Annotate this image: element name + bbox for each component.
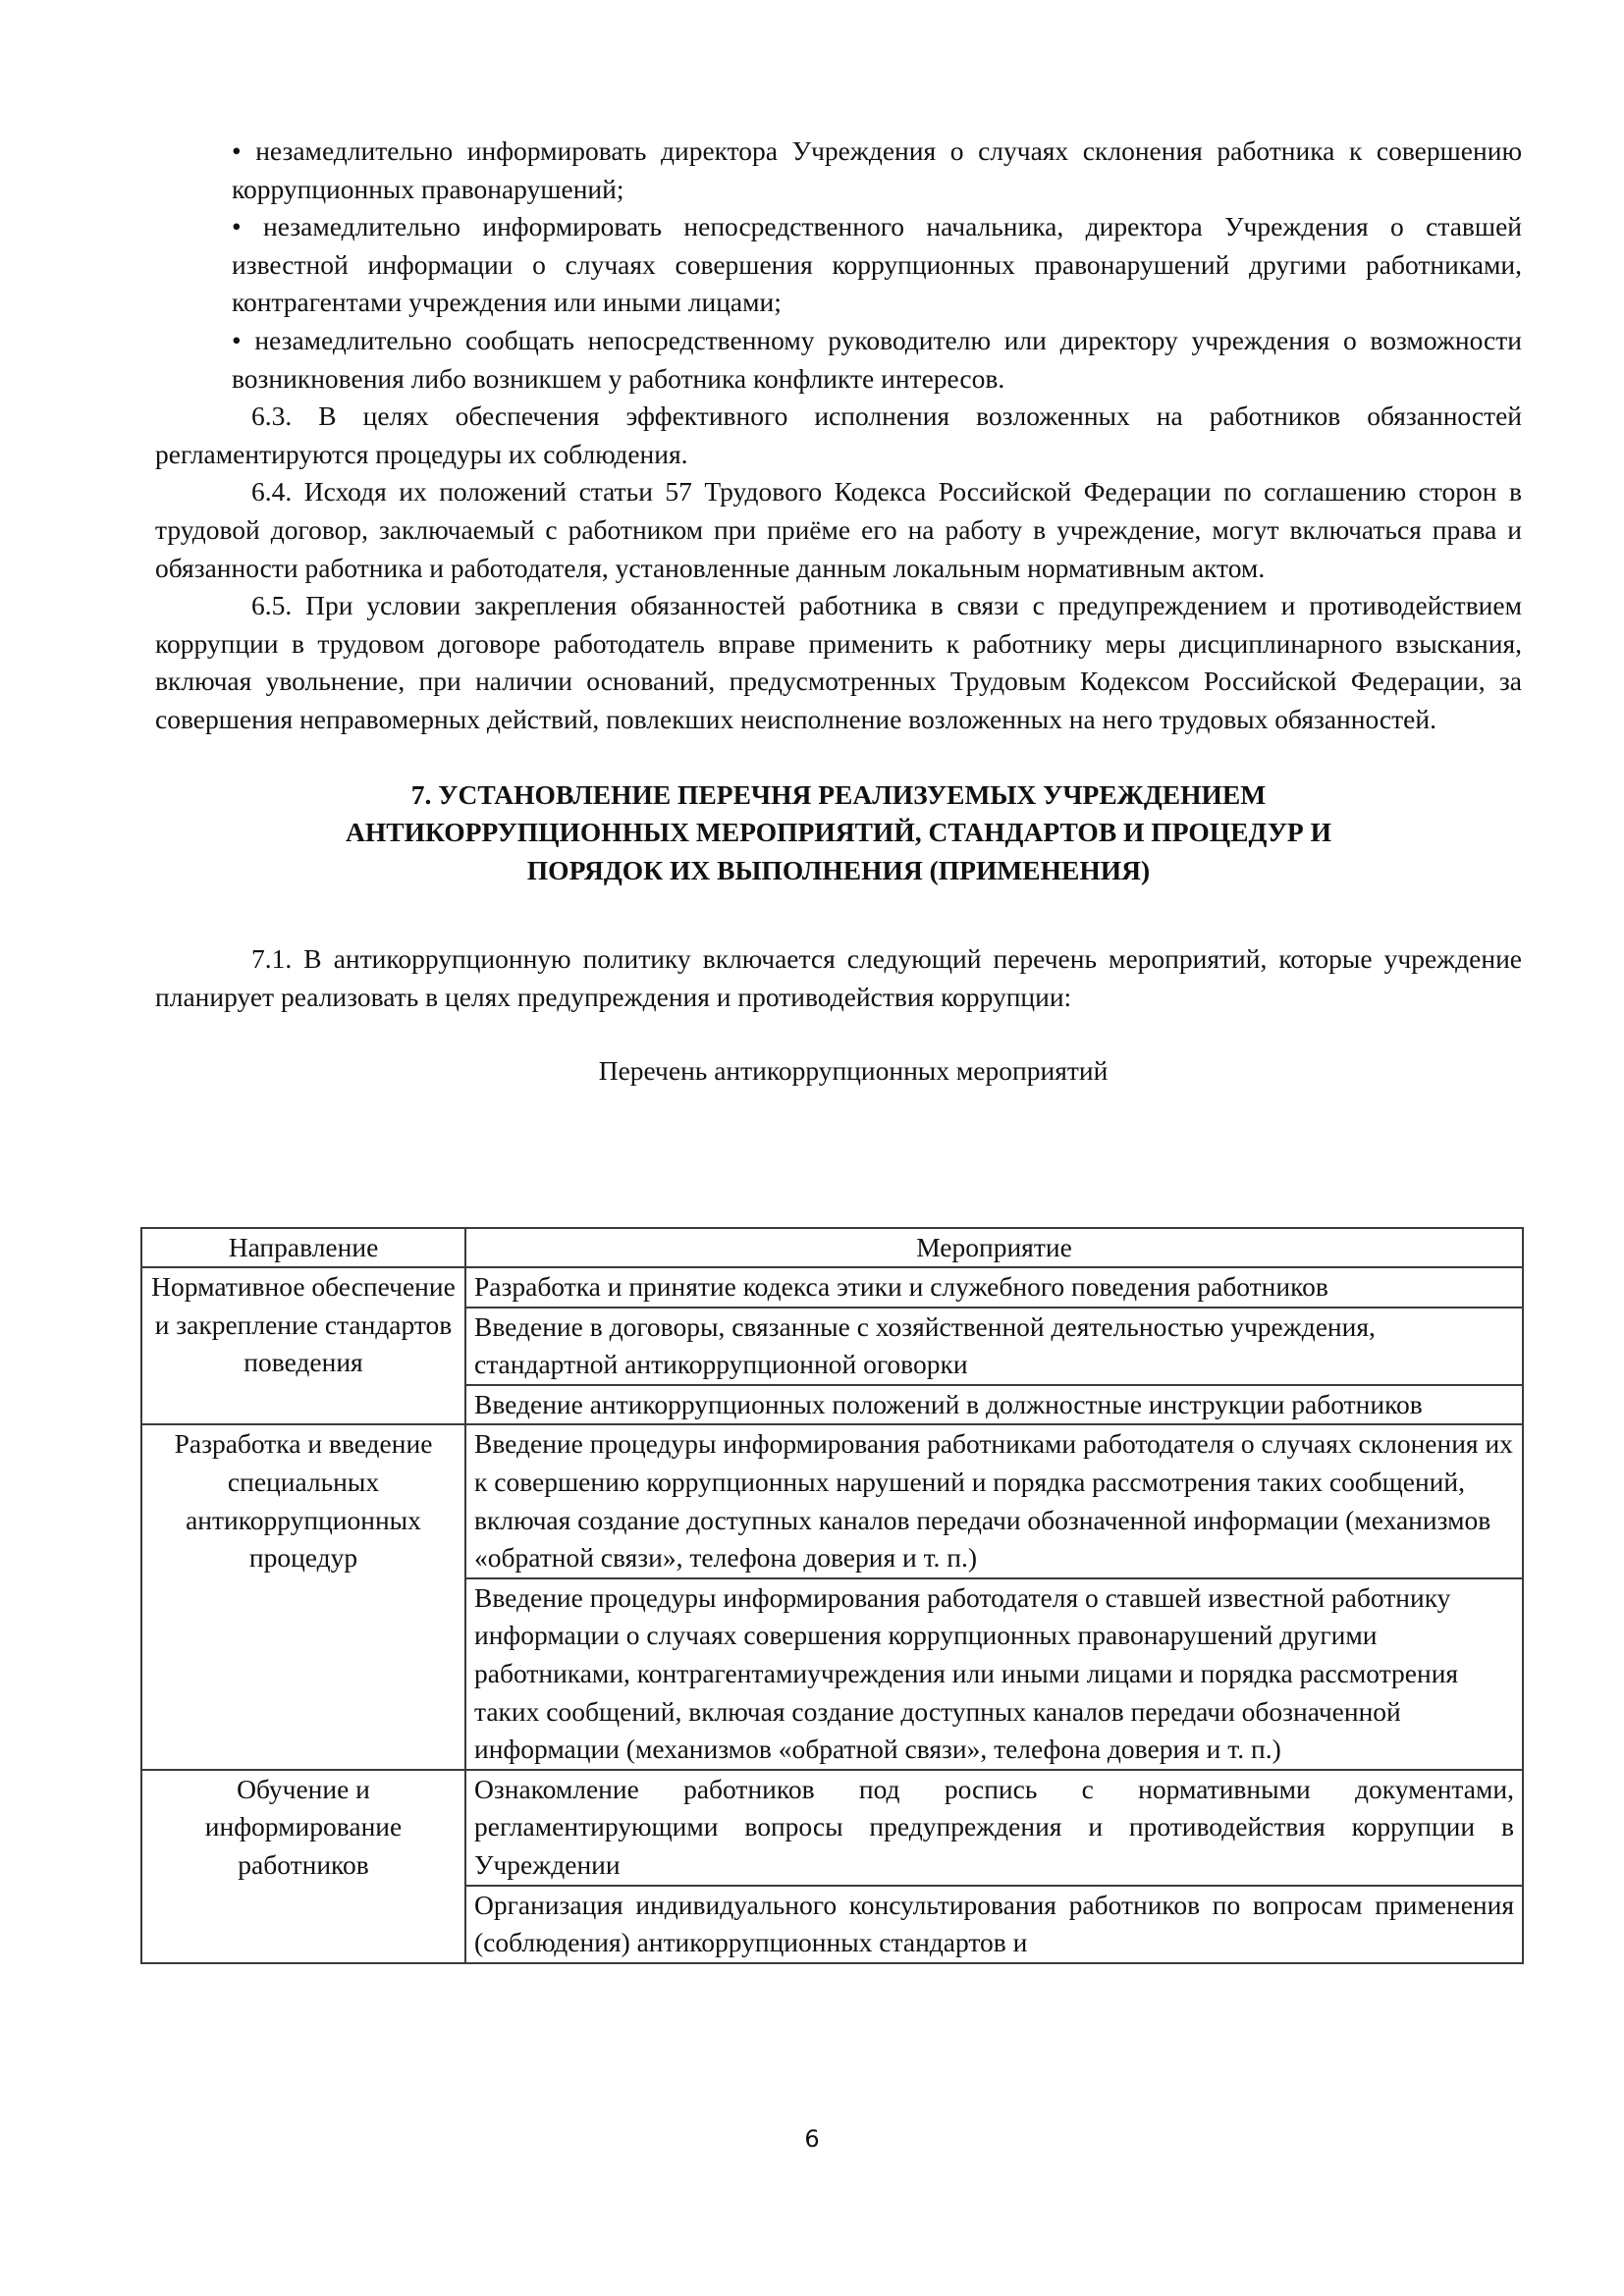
table-header-row	[141, 1228, 1523, 1267]
measure-cell: Разработка и принятие кодекса этики и служебного поведения работников	[465, 1267, 1523, 1308]
section-7-heading	[155, 776, 1522, 890]
bullet-list	[232, 133, 1522, 398]
column-header-measure: Мероприятие	[465, 1228, 1523, 1267]
paragraph-6-5: 6.5. При условии закрепления обязанностей работника в связи с предупреждением и противодействием коррупции в трудовом договоре работодатель вправе применить к работнику меры дисциплинарного взыскания, включая увольнение, при наличии оснований, предусмотренных Трудовым Кодексом Российской Федерации, за совершения неправомерных действий, повлекших неисполнение возложенных на него трудовых обязанностей.	[155, 590, 1522, 734]
table-row	[141, 1770, 1523, 1886]
measure-cell: Введение процедуры информирования работниками работодателя о случаях склонения их к совершению коррупционных нарушений и порядка рассмотрения таких сообщений, включая создание доступных каналов передачи обозначенной информации (механизмов «обратной связи», телефона доверия и т. п.)	[465, 1424, 1523, 1577]
document-page	[155, 133, 1522, 1089]
measure-cell-continued	[465, 1886, 1523, 1963]
table-row	[141, 1267, 1523, 1308]
bullet-item: • незамедлительно информировать непосредственного начальника, директора Учреждения о ставшей известной информации о случаях совершения коррупционных правонарушений другими работниками, контрагентами учреждения или иными лицами;	[232, 211, 1522, 318]
paragraph-6-3: 6.3. В целях обеспечения эффективного исполнения возложенных на работников обязанностей регламентируются процедуры их соблюдения.	[155, 400, 1522, 469]
paragraph-7-1: 7.1. В антикоррупционную политику включается следующий перечень мероприятий, которые учреждение планирует реализовать в целях предупреждения и противодействия коррупции:	[155, 943, 1522, 1012]
paragraph-6-4: 6.4. Исходя их положений статьи 57 Трудового Кодекса Российской Федерации по соглашению сторон в трудовой договор, заключаемый с работником при приёме его на работу в учреждение, могут включаться права и обязанности работника и работодателя, установленные данным локальным нормативным актом.	[155, 476, 1522, 583]
measure-cell-text: Организация индивидуального консультирования работников по вопросам применения (соблюдения) антикоррупционных стандартов и	[474, 1889, 1514, 1958]
table-row	[141, 1424, 1523, 1577]
heading-line: ПОРЯДОК ИХ ВЫПОЛНЕНИЯ (ПРИМЕНЕНИЯ)	[526, 854, 1151, 885]
measure-cell: Введение антикоррупционных положений в должностные инструкции работников	[465, 1385, 1523, 1425]
direction-cell: Нормативное обеспечение и закрепление стандартов поведения	[141, 1267, 465, 1424]
column-header-direction: Направление	[141, 1228, 465, 1267]
anticorruption-measures-table	[140, 1227, 1524, 1964]
heading-line: 7. УСТАНОВЛЕНИЕ ПЕРЕЧНЯ РЕАЛИЗУЕМЫХ УЧРЕЖДЕНИЕМ	[410, 778, 1267, 810]
table-caption: Перечень антикоррупционных мероприятий	[598, 1055, 1109, 1087]
measure-cell: Ознакомление работников под роспись с нормативными документами, регламентирующими вопросы предупреждения и противодействия коррупции в Учреждении	[465, 1770, 1523, 1886]
bullet-item: • незамедлительно сообщать непосредственному руководителю или директору учреждения о возможности возникновения либо возникшем у работника конфликте интересов.	[232, 324, 1522, 394]
direction-cell: Обучение и информирование работников	[141, 1770, 465, 1963]
heading-line: АНТИКОРРУПЦИОННЫХ МЕРОПРИЯТИЙ, СТАНДАРТОВ И ПРОЦЕДУР И	[346, 817, 1331, 848]
measure-cell: Введение процедуры информирования работодателя о ставшей известной работнику информации о случаях совершения коррупционных правонарушений другими работниками, контрагентамиучреждения или иными лицами и порядка рассмотрения таких сообщений, включая создание доступных каналов передачи обозначенной информации (механизмов «обратной связи», телефона доверия и т. п.)	[465, 1578, 1523, 1770]
measure-cell: Введение в договоры, связанные с хозяйственной деятельностью учреждения, стандартной антикоррупционной оговорки	[465, 1308, 1523, 1385]
page-number: 6	[804, 2125, 820, 2153]
bullet-item: • незамедлительно информировать директора Учреждения о случаях склонения работника к совершению коррупционных правонарушений;	[232, 135, 1522, 204]
direction-cell: Разработка и введение специальных антикоррупционных процедур	[141, 1424, 465, 1769]
